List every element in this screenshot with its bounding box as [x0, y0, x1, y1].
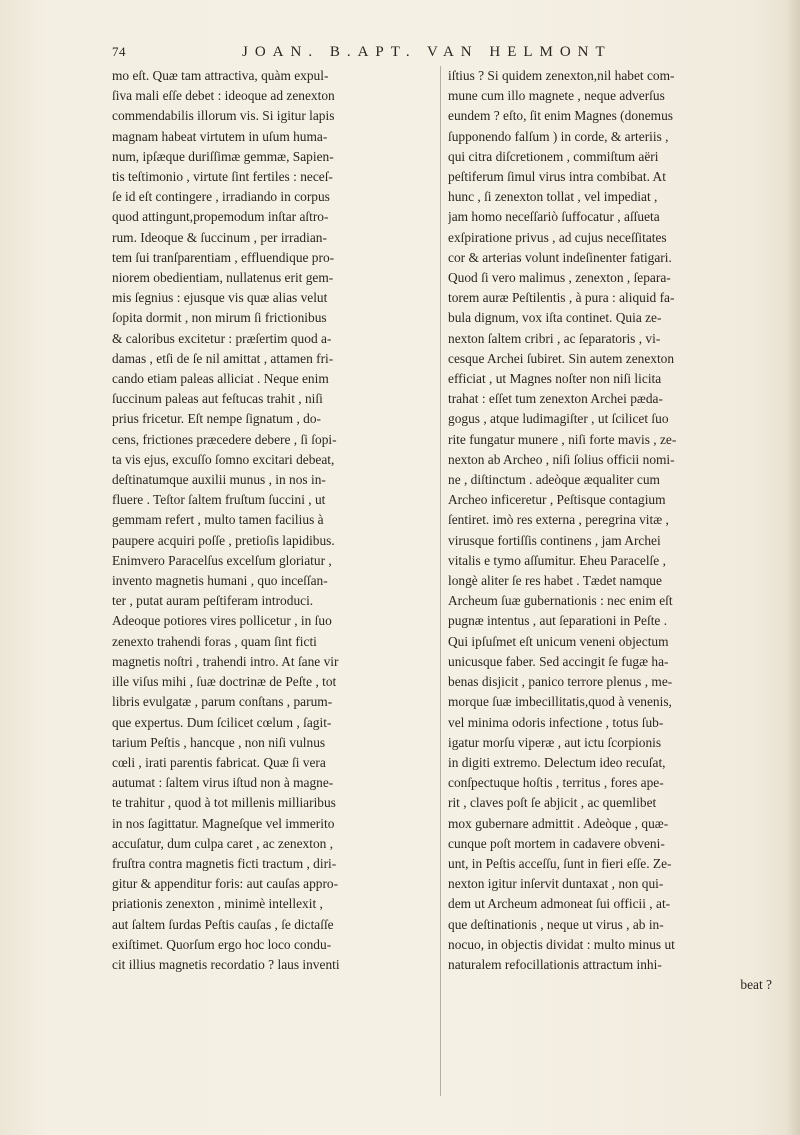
- text-line: unicusque faber. Sed accingit ſe fugæ ha-: [448, 653, 669, 669]
- text-line: deſtinatumque auxilii munus , in nos in-: [112, 472, 326, 488]
- text-line: gitur & appenditur foris: aut cauſas appro-: [112, 876, 339, 892]
- text-line: ta vis ejus, excuſſo ſomno excitari debeat,: [112, 451, 335, 467]
- text-line: nexton ab Archeo , niſi ſolius officii nomi-: [448, 451, 675, 467]
- text-line: jam homo neceſſariò ſuffocatur , aſſueta: [448, 209, 660, 225]
- text-line: dem ut Archeum admoneat ſui officii , at-: [448, 896, 671, 912]
- text-line: mo eſt. Quæ tam attractiva, quàm expul-: [112, 68, 329, 83]
- text-line: Enimvero Paracelſus excelſum gloriatur ,: [112, 552, 332, 568]
- text-line: igatur morſu viperæ , aut ictu ſcorpionis: [448, 734, 662, 750]
- text-line: iſtius ? Si quidem zenexton,nil habet com-: [448, 68, 675, 83]
- text-line: exſpiratione privus , ad cujus neceſſitates: [448, 229, 667, 245]
- text-line: nexton igitur inſervit duntaxat , non qui-: [448, 876, 664, 892]
- text-line: magnam habeat virtutem in uſum huma-: [112, 128, 328, 144]
- text-line: ter , putat auram peſtiferam introduci.: [112, 593, 314, 609]
- text-line: invento magnetis humani , quo inceſſan-: [112, 573, 328, 589]
- text-line: commendabilis illorum vis. Si igitur lapis: [112, 108, 335, 124]
- text-line: cit illius magnetis recordatio ? laus inventi: [112, 956, 340, 972]
- text-line: fruſtra contra magnetis ficti tractum , diri-: [112, 855, 337, 871]
- left-text-column: [112, 66, 436, 975]
- text-line: torem auræ Peſtilentis , à pura : aliquid fa-: [448, 290, 675, 306]
- text-line: Qui ipſuſmet eſt unicum veneni objectum: [448, 633, 669, 649]
- text-line: magnetis noſtri , trahendi intro. At ſane vir: [112, 653, 339, 669]
- text-line: beat ?: [740, 977, 772, 993]
- text-line: cando etiam paleas alliciat . Neque enim: [112, 371, 329, 387]
- text-line: zenexto trahendi foras , quam ſint ficti: [112, 633, 317, 649]
- text-line: libris evulgatæ , parum conſtans , parum-: [112, 694, 333, 710]
- text-line: rit , claves poſt ſe abjicit , ac quemlibet: [448, 795, 657, 811]
- text-line: naturalem refocillationis attractum inhi-: [448, 956, 662, 972]
- text-line: conſpectuque hoſtis , territus , fores ape-: [448, 775, 664, 791]
- text-line: vel minima odoris infectione , totus ſub-: [448, 714, 664, 730]
- text-line: num, ipſæque duriſſimæ gemmæ, Sapien-: [112, 148, 334, 164]
- text-line: mune cum illo magnete , neque adverſus: [448, 88, 665, 104]
- text-line: que deſtinationis , neque ut virus , ab in-: [448, 916, 664, 932]
- text-line: paupere acquiri poſſe , pretioſis lapidibus.: [112, 532, 335, 548]
- text-line: tis teſtimonio , virtute ſint fertiles : neceſ-: [112, 169, 333, 185]
- text-line: efficiat , ut Magnes noſter non niſi licita: [448, 371, 662, 387]
- text-line: Quod ſi vero malimus , zenexton , ſepara-: [448, 270, 671, 286]
- page-number: 74: [112, 44, 126, 59]
- text-line: accuſatur, dum culpa caret , ac zenexton ,: [112, 835, 334, 851]
- text-line: mox gubernare admittit . Adeòque , quæ-: [448, 815, 669, 831]
- text-line: cœli , irati parentis fabricat. Quæ ſi vera: [112, 754, 326, 770]
- running-title: JOAN. B.APT. VAN HELMONT: [242, 44, 612, 60]
- text-line: pugnæ intentus , aut ſeparationi in Peſte .: [448, 613, 668, 629]
- text-line: peſtiferum ſimul virus intra combibat. At: [448, 169, 666, 185]
- text-line: Archeo inficeretur , Peſtisque contagium: [448, 492, 666, 508]
- text-line: nexton ſaltem cribri , ac ſeparatoris , vi-: [448, 330, 661, 346]
- text-line: virusque fortiſſis continens , jam Archei: [448, 532, 661, 548]
- text-line: ſentiret. imò res externa , peregrina vitæ ,: [448, 512, 669, 528]
- text-line: damas , etſi de ſe nil amittat , attamen fri-: [112, 350, 334, 366]
- text-line: qui citra diſcretionem , commiſtum aëri: [448, 148, 659, 164]
- text-line: ſupponendo falſum ) in corde, & arteriis ,: [448, 128, 669, 144]
- text-line: cesque Archei ſubiret. Sin autem zenexton: [448, 350, 675, 366]
- text-line: ſe id eſt contingere , irradiando in corpus: [112, 189, 330, 205]
- text-line: benas disjicit , panico terrore plenus , me-: [448, 674, 673, 690]
- text-line: ne , diſtinctum . adeòque æqualiter cum: [448, 472, 660, 488]
- text-line: unt, in Peſtis acceſſu, ſunt in fieri eſſe. Ze-: [448, 855, 672, 871]
- text-line: eundem ? eſto, ſit enim Magnes (donemus: [448, 108, 673, 124]
- text-line: longè aliter ſe res habet . Tædet namque: [448, 573, 662, 589]
- page-edge-shadow: [786, 0, 800, 1135]
- text-line: cunque poſt mortem in cadavere obveni-: [448, 835, 665, 851]
- text-line: quod attingunt,propemodum inſtar aſtro-: [112, 209, 329, 225]
- text-line: ille viſus mihi , ſuæ doctrinæ de Peſte , tot: [112, 674, 337, 690]
- text-line: niorem obedientiam, nullatenus erit gem-: [112, 270, 334, 286]
- text-line: ſuccinum paleas aut feſtucas trahit , niſi: [112, 391, 323, 407]
- text-line: hunc , ſi zenexton tollat , vel impediat ,: [448, 189, 658, 205]
- text-line: nocuo, in objectis dividat : multo minus ut: [448, 936, 675, 952]
- text-line: mis ſegnius : ejusque vis quæ alias velut: [112, 290, 328, 306]
- text-line: que expertus. Dum ſcilicet cœlum , ſagit-: [112, 714, 332, 730]
- text-line: priationis zenexton , minimè intellexit ,: [112, 896, 323, 912]
- text-line: ſiva mali eſſe debet : ideoque ad zenexton: [112, 88, 335, 104]
- text-line: vitalis e tymo aſſumitur. Eheu Paracelſe ,: [448, 552, 666, 568]
- text-line: bula dignum, vox iſta continet. Quia ze-: [448, 310, 662, 326]
- text-line: Adeoque potiores vires pollicetur , in ſuo: [112, 613, 332, 629]
- text-line: in nos ſagittatur. Magneſque vel immerito: [112, 815, 335, 831]
- text-line: trahat : eſſet tum zenexton Archei pæda-: [448, 391, 663, 407]
- text-line: fluere . Teſtor ſaltem fruſtum ſuccini , ut: [112, 492, 326, 508]
- text-line: Archeum ſuæ gubernationis : nec enim eſt: [448, 593, 673, 609]
- column-divider: [440, 66, 441, 1096]
- text-line: gemmam refert , multo tamen facilius à: [112, 512, 324, 528]
- text-line: tarium Peſtis , hancque , non niſi vulnus: [112, 734, 326, 750]
- text-line: ſopita dormit , non mirum ſi frictionibus: [112, 310, 327, 326]
- text-line: prius fricetur. Eſt nempe ſignatum , do-: [112, 411, 321, 427]
- text-line: aut ſaltem ſurdas Peſtis cauſas , ſe dictaſſe: [112, 916, 334, 932]
- text-line: morque ſuæ imbecillitatis,quod à venenis,: [448, 694, 672, 710]
- text-line: rum. Ideoque & ſuccinum , per irradian-: [112, 229, 327, 245]
- text-line: gogus , atque ludimagiſter , ut ſcilicet ſuo: [448, 411, 669, 427]
- text-line: cor & arterias volunt indeſinenter fatigari.: [448, 249, 672, 265]
- text-line: cens, frictiones præcedere debere , ſi ſopi-: [112, 431, 337, 447]
- right-text-column: [448, 66, 772, 995]
- text-line: rite fungatur munere , niſi forte mavis , ze-: [448, 431, 677, 447]
- text-line: tem ſui tranſparentiam , effluendique pro-: [112, 249, 335, 265]
- text-line: autumat : ſaltem virus iſtud non à magne-: [112, 775, 334, 791]
- text-line: te trahitur , quod à tot millenis milliaribus: [112, 795, 336, 811]
- text-line: in digiti extremo. Delectum ideo recuſat,: [448, 754, 666, 770]
- text-line: exiſtimet. Quorſum ergo hoc loco condu-: [112, 936, 332, 952]
- text-line: & caloribus excitetur : præſertim quod a-: [112, 330, 332, 346]
- running-head: [112, 44, 772, 64]
